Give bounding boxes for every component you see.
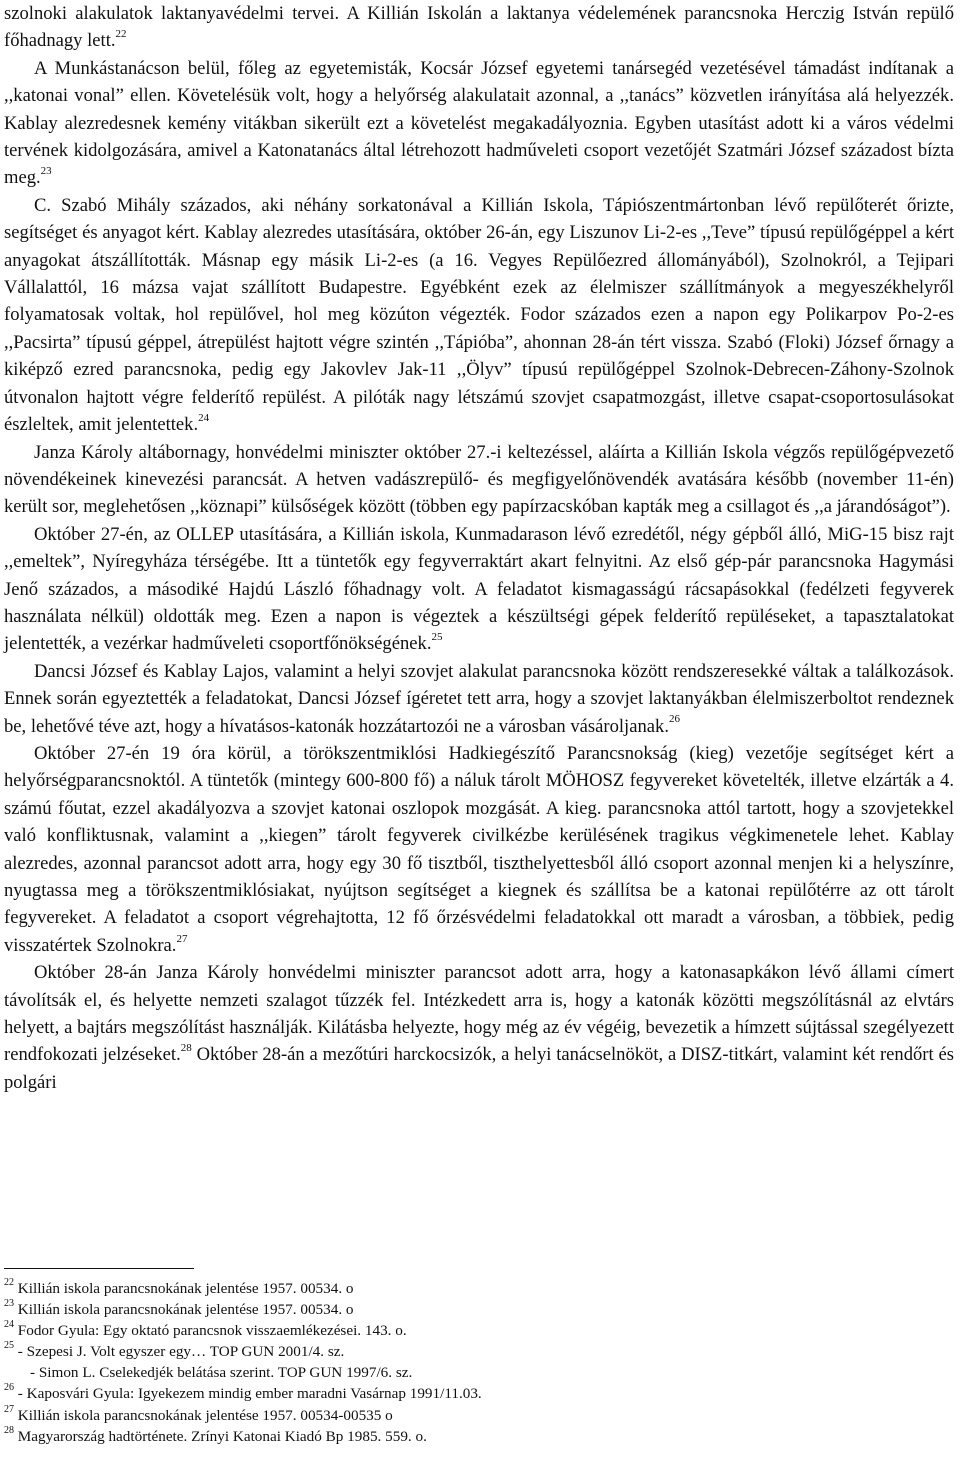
footnote-text: Magyarország hadtörténete. Zrínyi Katonai Kiadó Bp 1985. 559. o. bbox=[17, 1427, 427, 1445]
paragraph bbox=[4, 0, 954, 55]
paragraph-text: Október 28-án a mezőtúri harckocsizók, a helyi tanácselnököt, a DISZ-titkárt, valamint két rendőrt és polgári bbox=[4, 1044, 954, 1093]
paragraph bbox=[4, 55, 954, 192]
footnote-number: 28 bbox=[4, 1424, 14, 1436]
footnote-text: - Kaposvári Gyula: Igyekezem mindig ember maradni Vasárnap 1991/11.03. bbox=[17, 1385, 482, 1403]
footnote bbox=[4, 1299, 944, 1320]
footnote bbox=[4, 1426, 944, 1447]
footnote-separator bbox=[4, 1268, 194, 1269]
footnote-reference[interactable]: 28 bbox=[180, 1042, 192, 1055]
paragraph-text: Október 28-án Janza Károly honvédelmi miniszter parancsot adott arra, hogy a katonasapkákon lévő állami címert távolítsák el, és helyette nemzeti szalagot tűzzék fel. Intézkedett arra is, hogy a katonák közötti megszólításnál az elvtárs helyett, a bajtárs megszólítást használják. Kilátásba helyezte, hogy még az év végéig, bevezetik a hímzett sújtással szegélyezett rendfokozati jelzéseket. bbox=[4, 962, 954, 1066]
footnote-number: 25 bbox=[4, 1340, 14, 1352]
footnote-text: Killián iskola parancsnokának jelentése 1957. 00534. o bbox=[17, 1301, 354, 1319]
footnote bbox=[4, 1405, 944, 1426]
footnote bbox=[4, 1341, 944, 1362]
paragraph-text: Dancsi József és Kablay Lajos, valamint a helyi szovjet alakulat parancsnoka között rendszeresekké váltak a találkozások. Ennek során egyeztették a feladatokat, Dancsi József ígéretet tett arra, hogy a szovjet laktanyákban élelmiszerboltot rendeznek be, lehetővé téve azt, hogy a hívatásos-katonák hozzátartozói ne a városban vásároljanak. bbox=[4, 660, 954, 737]
footnote-number: 22 bbox=[4, 1276, 14, 1288]
paragraph bbox=[4, 658, 954, 740]
paragraph-text: C. Szabó Mihály százados, aki néhány sorkatonával a Killián Iskola, Tápiószentmártonban lévő repülőterét őrizte, segítséget és anyagot kért. Kablay alezredes utasítására, október 26-án, egy Liszunov Li-2-es ,,Teve” típusú repülőgéppel a kért anyagokat átszállították. Másnap egy másik Li-2-es (a 16. Vegyes Repülőezred állományából), Szolnokról, a Tejipari Vállalattól, 16 mázsa vajat szállított Budapestre. Egyébként ezek az élelmiszer szállítmányok a megyeszékhelyről folyamatosak voltak, hol repülővel, hol meg közúton végezték. Fodor százados ezen a napon egy Polikarpov Po-2-es ,,Pacsirta” típusú géppel, átrepülést hajtott végre szintén ,,Tápióba”, ahonnan 28-án tért vissza. Szabó (Floki) József őrnagy a kiképző ezred parancsnoka, pedig egy Jakovlev Jak-11 ,,Ölyv” típusú repülőgéppel Szolnok-Debrecen-Záhony-Szolnok útvonalon hajtott végre felderítő repülést. A pilóták nagy létszámú szovjet csapatmozgást, illetve csapat-csoportosulásokat észleltek, amit jelentettek. bbox=[4, 194, 954, 436]
footnote bbox=[4, 1383, 944, 1404]
paragraph bbox=[4, 439, 954, 521]
footnote-reference[interactable]: 22 bbox=[115, 28, 127, 41]
paragraph-text: Janza Károly altábornagy, honvédelmi miniszter október 27.-i keltezéssel, aláírta a Killián Iskola végzős repülőgépvezető növendékeinek kinevezési parancsát. A hetven vadászrepülő- és megfigyelőnövendék avatására később (november 11-én) került sor, meglehetősen ,,köznapi” külsőségek között (többen egy papírzacskóban kapták meg a csillagot és ,,a járandóságot”). bbox=[4, 441, 954, 518]
footnote-reference[interactable]: 26 bbox=[668, 713, 680, 726]
paragraph-text: Október 27-én 19 óra körül, a törökszentmiklósi Hadkiegészítő Parancsnokság (kieg) vezetője segítséget kért a helyőrségparancsnoktól. A tüntetők (mintegy 600-800 fő) a náluk tárolt MÖHOSZ fegyvereket követelték, illetve elzárták a 4. számú főutat, ezzel akadályozva a szovjet katonai oszlopok mozgását. A kieg. parancsnoka attól tartott, hogy a szovjetekkel való konfliktusnak, valamint a ,,kiegen” tárolt fegyverek civilkézbe kerülésének tragikus végkimenetele lehet. Kablay alezredes, azonnal parancsot adott arra, hogy egy 30 fő tisztből, tiszthelyettesből álló csoport azonnal menjen ki a helyszínre, nyugtassa meg a törökszentmiklósiakat, nyújtson segítséget a kiegnek és szállítsa be a katonai repülőtérre az ott tárolt fegyvereket. A feladatot a csoport végrehajtotta, 12 fő őrzésvédelmi feladatokkal ott maradt a városban, a többiek, pedig visszatértek Szolnokra. bbox=[4, 742, 954, 956]
footnote-number: 24 bbox=[4, 1319, 14, 1331]
paragraph bbox=[4, 740, 954, 959]
footnote-reference[interactable]: 24 bbox=[198, 411, 210, 424]
footnote-reference[interactable]: 25 bbox=[431, 631, 443, 644]
footnote-text: - Simon L. Cselekedjék belátása szerint. TOP GUN 1997/6. sz. bbox=[30, 1364, 413, 1382]
footnote bbox=[4, 1362, 944, 1383]
paragraph-text: Október 27-én, az OLLEP utasítására, a Killián iskola, Kunmadarason lévő ezredétől, négy gépből álló, MiG-15 bisz rajt ,,emeltek”, Nyíregyháza térségébe. Itt a tüntetők egy fegyverraktárt akart felnyitni. Az első gép-pár parancsnoka Hagymási Jenő százados, a másodiké Hajdú László főhadnagy volt. A feladatot kismagasságú rácsapásokkal (fedélzeti fegyverek használata nélkül) oldották meg. Ezen a napon is végeztek a készültségi gépek felderítő repüléseket, a tapasztalatokat jelentették, a vezérkar hadműveleti csoportfőnökségének. bbox=[4, 523, 954, 655]
paragraph-text: szolnoki alakulatok laktanyavédelmi tervei. A Killián Iskolán a laktanya védelemének parancsnoka Herczig István repülő főhadnagy lett. bbox=[4, 3, 954, 52]
footnote-number: 23 bbox=[4, 1298, 14, 1310]
footnote-number: 26 bbox=[4, 1382, 14, 1394]
footnote-reference[interactable]: 23 bbox=[40, 165, 52, 178]
footnote-reference[interactable]: 27 bbox=[176, 932, 188, 945]
footnote-text: Killián iskola parancsnokának jelentése 1957. 00534. o bbox=[17, 1280, 354, 1297]
footnote bbox=[4, 1278, 944, 1299]
body-text bbox=[4, 0, 954, 1096]
footnote-text: Killián iskola parancsnokának jelentése 1957. 00534-00535 o bbox=[17, 1406, 393, 1424]
paragraph bbox=[4, 959, 954, 1096]
paragraph bbox=[4, 192, 954, 439]
footnote-text: - Szepesi J. Volt egyszer egy… TOP GUN 2001/4. sz. bbox=[17, 1343, 345, 1361]
paragraph-text: A Munkástanácson belül, főleg az egyetemisták, Kocsár József egyetemi tanársegéd vezetésével támadást indítanak a ,,katonai vonal” ellen. Követelésük volt, hogy a helyőrség alakulatait azonnal, a ,,tanács” közvetlen irányítása alá helyezzék. Kablay alezredesnek kemény vitákban sikerült ezt a követelést megakadályoznia. Egyben utasítást adott ki a város védelmi tervének kidolgozására, amivel a Katonatanács által létrehozott hadműveleti csoport vezetőjét Szatmári József századost bízta meg. bbox=[4, 57, 954, 189]
footnote bbox=[4, 1320, 944, 1341]
footnote-text: Fodor Gyula: Egy oktató parancsnok visszaemlékezései. 143. o. bbox=[17, 1322, 407, 1340]
paragraph bbox=[4, 521, 954, 658]
footnotes bbox=[4, 1278, 944, 1447]
footnote-number: 27 bbox=[4, 1403, 14, 1415]
